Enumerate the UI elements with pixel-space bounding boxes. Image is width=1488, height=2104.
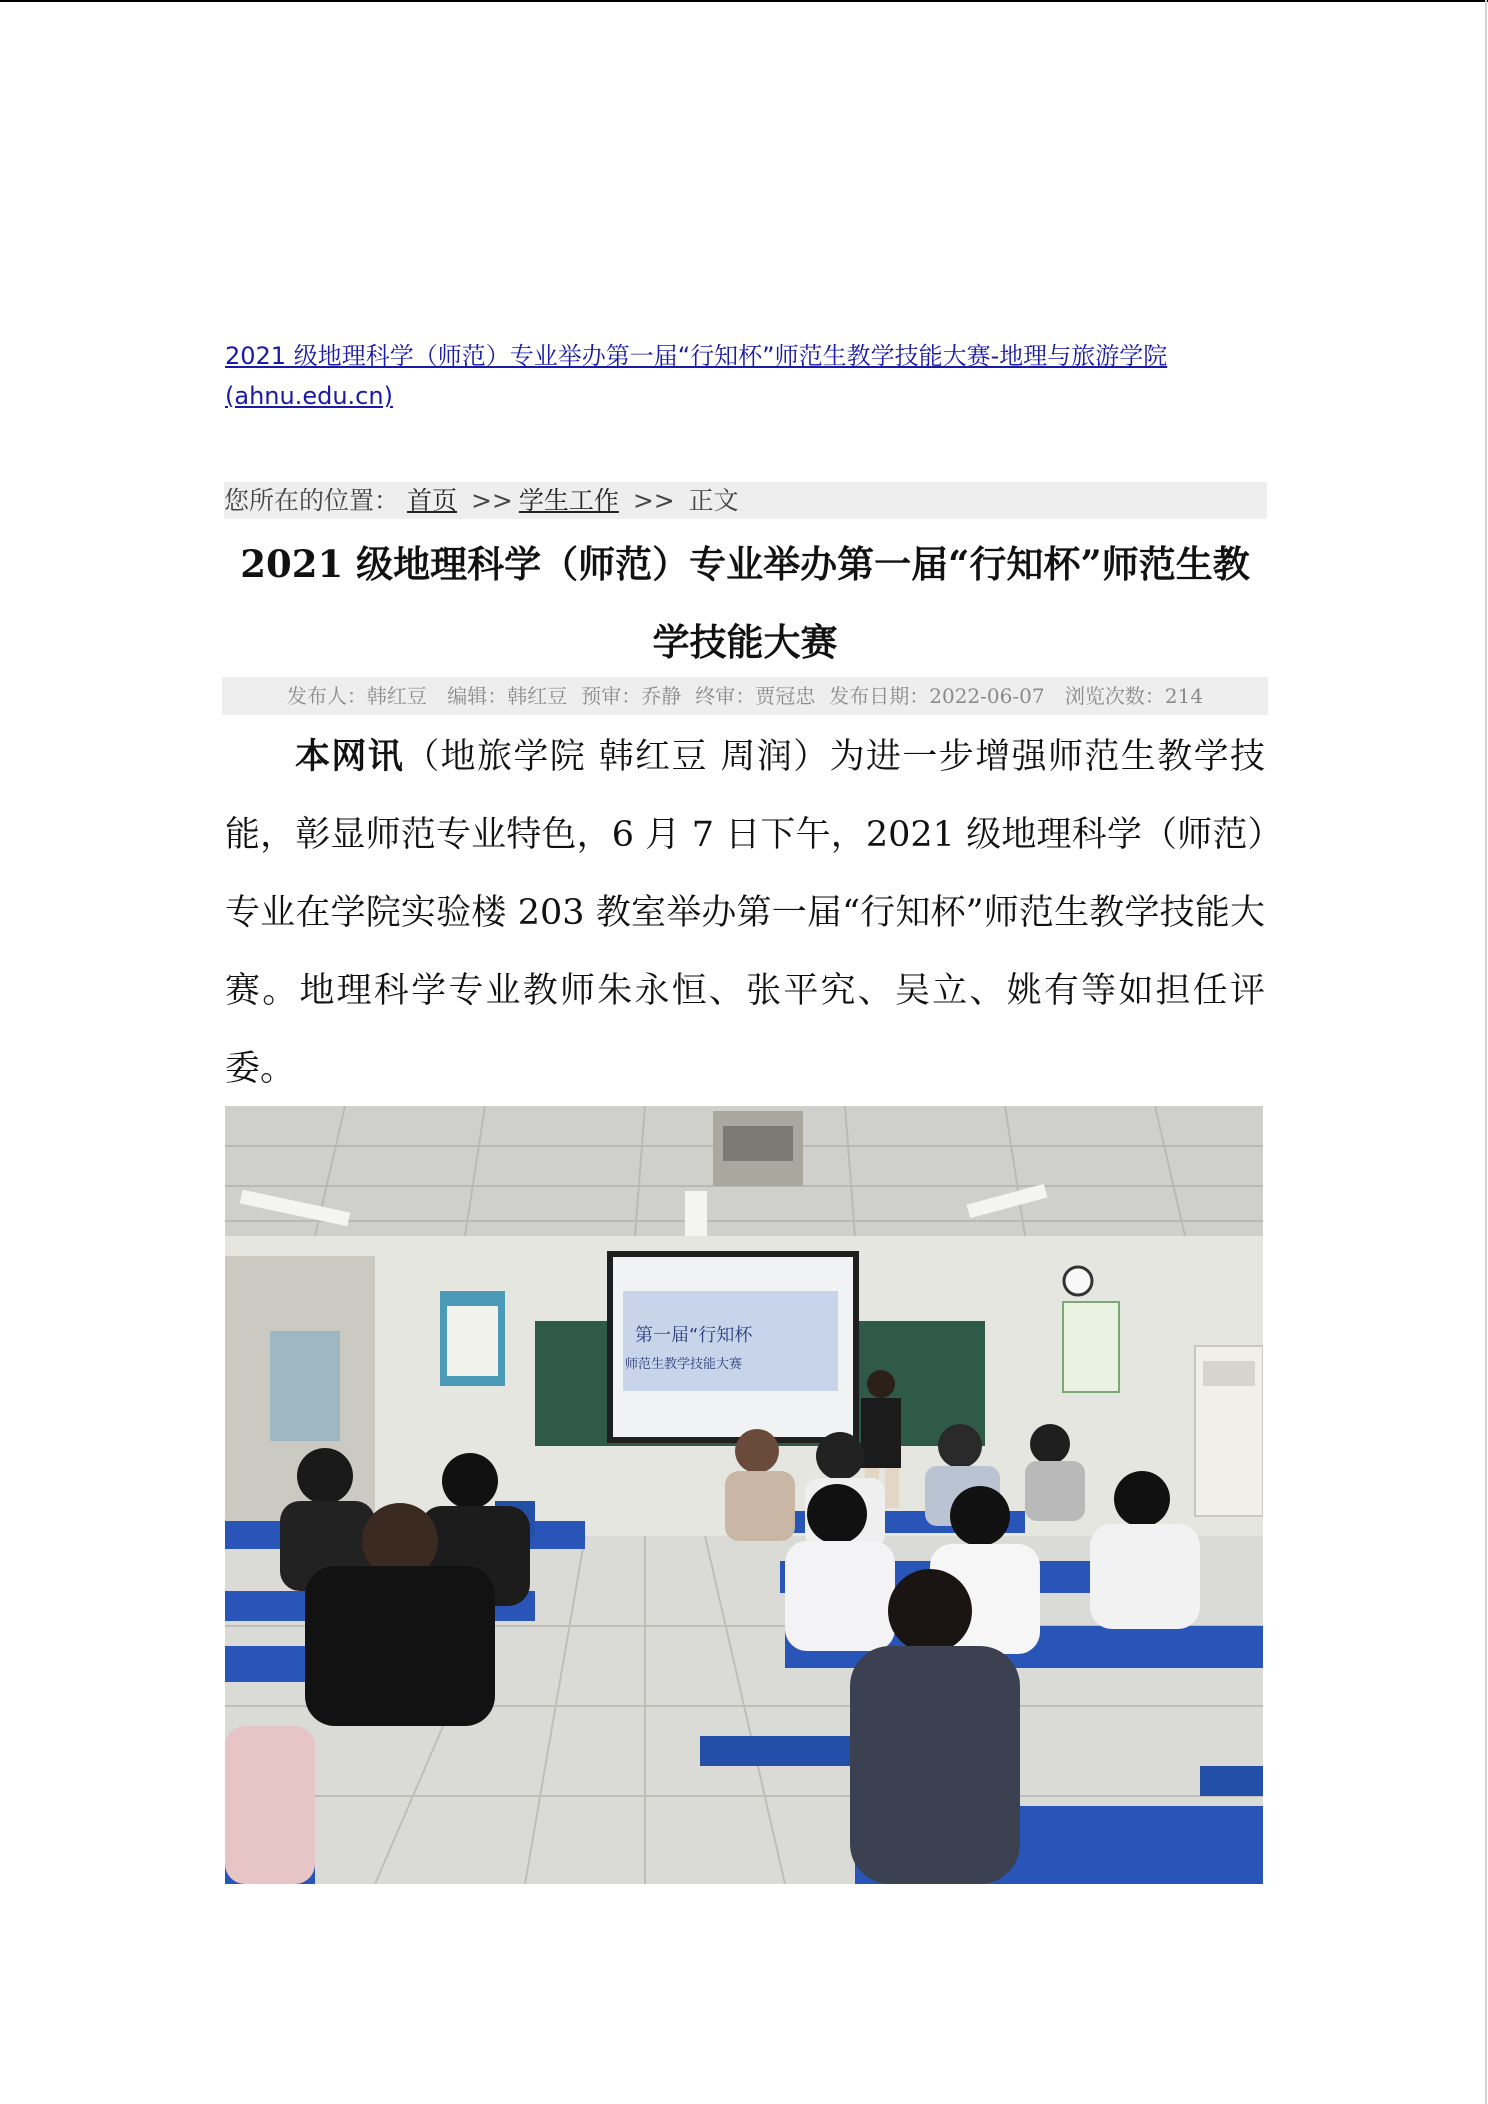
meta-editor: 编辑：韩红豆: [447, 684, 568, 708]
meta-views: 浏览次数：214: [1064, 684, 1204, 708]
breadcrumb-separator: >>: [632, 486, 675, 515]
screen-text-line1: 第一届“行知杯: [635, 1325, 753, 1346]
page-border-right: [1485, 0, 1487, 2104]
article-meta: [222, 677, 1268, 715]
breadcrumb-separator: >>: [470, 486, 513, 515]
article-body-text: （地旅学院 韩红豆 周润）为进一步增强师范生教学技能，彰显师范专业特色，6 月 7 日下午，2021 级地理科学（师范）专业在学院实验楼 203 教室举办第一届“行知杯”师范生教学技能大赛。地理科学专业教师朱永恒、张平究、吴立、姚有等如担任评委。: [225, 737, 1265, 1089]
article-lead: 本网讯: [295, 736, 405, 777]
meta-publisher: 发布人：韩红豆: [286, 684, 427, 708]
article-body: [225, 718, 1265, 1108]
meta-publish-date: 发布日期：2022-06-07: [829, 684, 1045, 708]
screen-text-line2: 师范生教学技能大赛: [625, 1357, 743, 1372]
classroom-photo: [225, 1106, 1263, 1884]
page-border-top: [0, 0, 1488, 2]
source-link[interactable]: 2021 级地理科学（师范）专业举办第一届“行知杯”师范生教学技能大赛-地理与旅游学院(ahnu.edu.cn): [225, 342, 1168, 410]
meta-reviewer: 预审：乔静: [581, 684, 682, 708]
breadcrumb: [224, 482, 1267, 519]
breadcrumb-prefix: 您所在的位置：: [224, 486, 400, 515]
meta-final-reviewer: 终审：贾冠忠: [695, 684, 816, 708]
breadcrumb-home-link[interactable]: 首页: [406, 486, 457, 515]
article-title: 2021 级地理科学（师范）专业举办第一届“行知杯”师范生教学技能大赛: [240, 542, 1250, 664]
breadcrumb-section-link[interactable]: 学生工作: [518, 486, 619, 515]
breadcrumb-current: 正文: [688, 486, 739, 515]
